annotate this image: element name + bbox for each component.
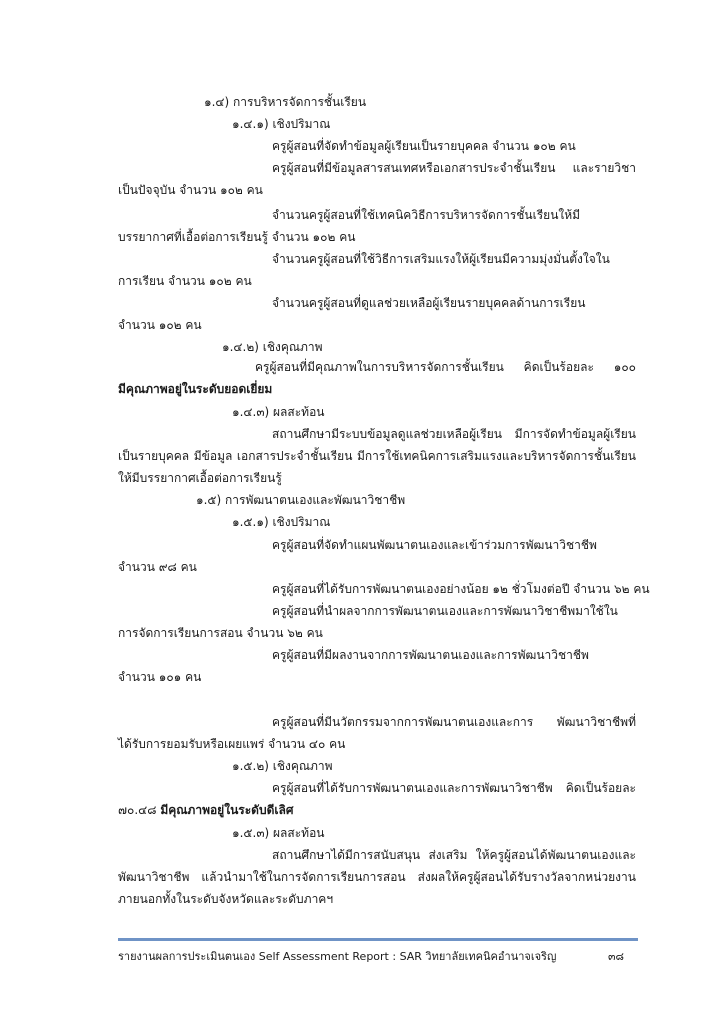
paragraph-line: จำนวนครูผู้สอนที่ใช้เทคนิควิธีการบริหารจัดการชั้นเรียนให้มี <box>272 208 581 222</box>
paragraph-line: เป็นรายบุคคล มีข้อมูล เอกสารประจำชั้นเรียน มีการใช้เทคนิคการเสริมแรงและบริหารจัดการชั้นเรียน <box>118 449 636 463</box>
paragraph-line: ภายนอกทั้งในระดับจังหวัดและระดับภาคฯ <box>118 892 334 906</box>
paragraph-line: ครูผู้สอนที่นำผลจากการพัฒนาตนเองและการพัฒนาวิชาชีพมาใช้ใน <box>272 604 618 618</box>
paragraph-line: พัฒนาวิชาชีพ แล้วนำมาใช้ในการจัดการเรียนการสอน ส่งผลให้ครูผู้สอนได้รับรางวัลจากหน่วยงาน <box>118 870 636 884</box>
heading-1-5-3: ๑.๕.๓) ผลสะท้อน <box>232 826 325 840</box>
paragraph-line: จำนวน ๑๐๒ คน <box>118 318 202 332</box>
paragraph-line: จำนวนครูผู้สอนที่ใช้วิธีการเสริมแรงให้ผู้เรียนมีความมุ่งมั่นตั้งใจใน <box>272 252 610 266</box>
heading-1-5-1: ๑.๕.๑) เชิงปริมาณ <box>232 515 331 529</box>
paragraph-line: จำนวน ๑๐๑ คน <box>118 670 202 684</box>
paragraph-line: ครูผู้สอนที่มีนวัตกรรมจากการพัฒนาตนเองและการ พัฒนาวิชาชีพที่ <box>272 715 636 729</box>
paragraph-line: สถานศึกษามีระบบข้อมูลดูแลช่วยเหลือผู้เรียน มีการจัดทำข้อมูลผู้เรียน <box>272 427 636 441</box>
quality-level-bold: มีคุณภาพอยู่ในระดับยอดเยี่ยม <box>118 382 273 396</box>
page-number: ๓๘ <box>608 950 625 963</box>
paragraph-line: ได้รับการยอมรับหรือเผยแพร่ จำนวน ๔๐ คน <box>118 737 346 751</box>
quality-level-bold: มีคุณภาพอยู่ในระดับดีเลิศ <box>160 803 294 817</box>
paragraph-line: จำนวน ๙๘ คน <box>118 560 197 574</box>
paragraph-line <box>118 800 293 820</box>
paragraph-line: สถานศึกษาได้มีการสนับสนุน ส่งเสริม ให้ครูผู้สอนได้พัฒนาตนเองและ <box>272 848 636 862</box>
paragraph-line: บรรยากาศที่เอื้อต่อการเรียนรู้ จำนวน ๑๐๒ คน <box>118 230 356 244</box>
percentage-value: ๗๐.๔๘ <box>118 803 157 817</box>
footer-text: รายงานผลการประเมินตนเอง Self Assessment Report : SAR วิทยาลัยเทคนิคอำนาจเจริญ <box>118 950 557 963</box>
paragraph-line: ให้มีบรรยากาศเอื้อต่อการเรียนรู้ <box>118 471 282 485</box>
heading-1-5: ๑.๕) การพัฒนาตนเองและพัฒนาวิชาชีพ <box>196 493 406 507</box>
footer-rule <box>118 938 638 941</box>
heading-1-4-2: ๑.๔.๒) เชิงคุณภาพ <box>222 340 323 354</box>
heading-1-4-1: ๑.๔.๑) เชิงปริมาณ <box>232 117 331 131</box>
paragraph-line: การเรียน จำนวน ๑๐๒ คน <box>118 274 252 288</box>
paragraph-line: จำนวนครูผู้สอนที่ดูแลช่วยเหลือผู้เรียนรายบุคคลด้านการเรียน <box>272 296 586 310</box>
heading-1-4-3: ๑.๔.๓) ผลสะท้อน <box>232 405 325 419</box>
paragraph-line: ครูผู้สอนที่จัดทำแผนพัฒนาตนเองและเข้าร่วมการพัฒนาวิชาชีพ <box>272 538 597 552</box>
paragraph-line: การจัดการเรียนการสอน จำนวน ๖๒ คน <box>118 626 323 640</box>
paragraph-line: ครูผู้สอนที่ได้รับการพัฒนาตนเองและการพัฒนาวิชาชีพ คิดเป็นร้อยละ <box>272 781 636 795</box>
paragraph-line: เป็นปัจจุบัน จำนวน ๑๐๒ คน <box>118 183 263 197</box>
heading-1-5-2: ๑.๕.๒) เชิงคุณภาพ <box>232 759 333 773</box>
paragraph-line: ครูผู้สอนที่มีผลงานจากการพัฒนาตนเองและการพัฒนาวิชาชีพ <box>272 648 589 662</box>
heading-1-4: ๑.๔) การบริหารจัดการชั้นเรียน <box>204 95 367 109</box>
paragraph-line: ครูผู้สอนที่ได้รับการพัฒนาตนเองอย่างน้อย ๑๒ ชั่วโมงต่อปี จำนวน ๖๒ คน <box>272 582 650 596</box>
paragraph-line: ครูผู้สอนที่มีข้อมูลสารสนเทศหรือเอกสารประจำชั้นเรียน และรายวิชา <box>272 161 636 175</box>
paragraph-line: ครูผู้สอนที่มีคุณภาพในการบริหารจัดการชั้นเรียน คิดเป็นร้อยละ ๑๐๐ <box>255 360 636 374</box>
paragraph-line: ครูผู้สอนที่จัดทำข้อมูลผู้เรียนเป็นรายบุคคล จำนวน ๑๐๒ คน <box>272 139 576 153</box>
